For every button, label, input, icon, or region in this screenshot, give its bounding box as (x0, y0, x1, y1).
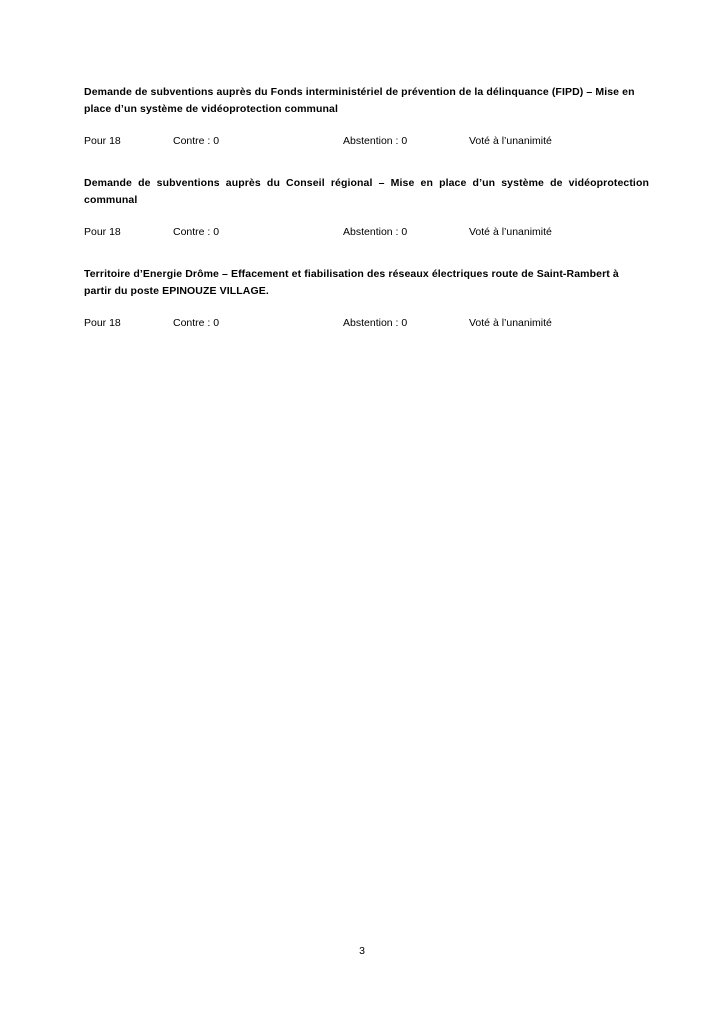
vote-contre: Contre : 0 (173, 317, 220, 329)
vote-contre: Contre : 0 (173, 226, 220, 238)
vote-abstention: Abstention : 0 (343, 135, 408, 147)
deliberation-title: Territoire d’Energie Drôme – Effacement et fiabilisation des réseaux électriques route de Saint-Rambert à partir du poste EPINOUZE VILLAGE. (84, 268, 619, 297)
deliberation-section-3 (84, 266, 649, 331)
vote-results-row (84, 224, 649, 240)
vote-pour: Pour 18 (84, 317, 121, 329)
page-number: 3 (359, 945, 365, 957)
vote-result: Voté à l’unanimité (469, 135, 552, 147)
vote-pour: Pour 18 (84, 135, 121, 147)
vote-abstention: Abstention : 0 (343, 226, 408, 238)
document-body (84, 84, 649, 331)
vote-result: Voté à l’unanimité (469, 226, 552, 238)
deliberation-section-2 (84, 175, 649, 240)
vote-pour: Pour 18 (84, 226, 121, 238)
deliberation-title: Demande de subventions auprès du Fonds interministériel de prévention de la délinquance (FIPD) – Mise en place d’un système de vidéoprotection communal (84, 86, 635, 115)
vote-results-row (84, 133, 649, 149)
vote-result: Voté à l’unanimité (469, 317, 552, 329)
deliberation-title: Demande de subventions auprès du Conseil régional – Mise en place d’un système de vidéoprotection communal (84, 177, 649, 206)
deliberation-section-1 (84, 84, 649, 149)
vote-contre: Contre : 0 (173, 135, 220, 147)
vote-results-row (84, 315, 649, 331)
vote-abstention: Abstention : 0 (343, 317, 408, 329)
